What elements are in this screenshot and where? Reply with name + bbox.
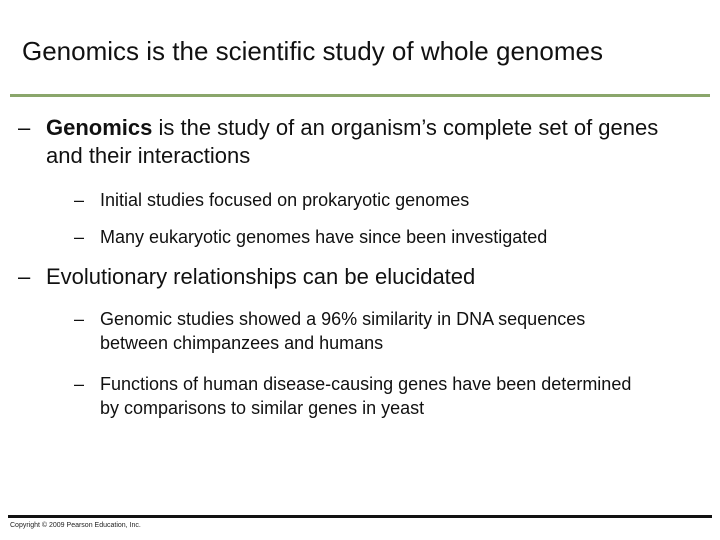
bullet-genomics-definition: [18, 114, 666, 170]
subbullet-text: Functions of human disease-causing genes have been determined by comparisons to similar genes in yeast: [100, 374, 632, 418]
slide-title: Genomics is the scientific study of whole genomes: [22, 36, 603, 66]
subbullet-dash: –: [74, 227, 85, 247]
bullet-text-rest: is the study of an organism’s complete set of genes and their interactions: [46, 115, 659, 168]
bullet-dash: –: [18, 115, 31, 140]
subbullet-eukaryotic: [74, 225, 700, 249]
bullet-text: Evolutionary relationships can be elucidated: [46, 264, 476, 289]
subbullet-dash: –: [74, 374, 85, 394]
subbullet-dash: –: [74, 309, 85, 329]
copyright-notice: Copyright © 2009 Pearson Education, Inc.: [10, 522, 141, 529]
subbullet-chimpanzees: [74, 307, 600, 355]
subbullet-text: Initial studies focused on prokaryotic genomes: [100, 190, 470, 210]
subbullet-text: Many eukaryotic genomes have since been investigated: [100, 227, 548, 247]
subbullet-text: Genomic studies showed a 96% similarity in DNA sequences between chimpanzees and humans: [100, 309, 586, 353]
bullet-evolutionary: [18, 263, 686, 291]
subbullet-yeast: [74, 372, 640, 420]
title-divider: [10, 94, 710, 97]
term-genomics: Genomics: [46, 115, 153, 140]
bullet-dash: –: [18, 264, 31, 289]
footer-divider: [8, 515, 712, 518]
subbullet-dash: –: [74, 190, 85, 210]
bullet-text: [46, 114, 666, 170]
subbullet-prokaryotic: [74, 188, 680, 212]
